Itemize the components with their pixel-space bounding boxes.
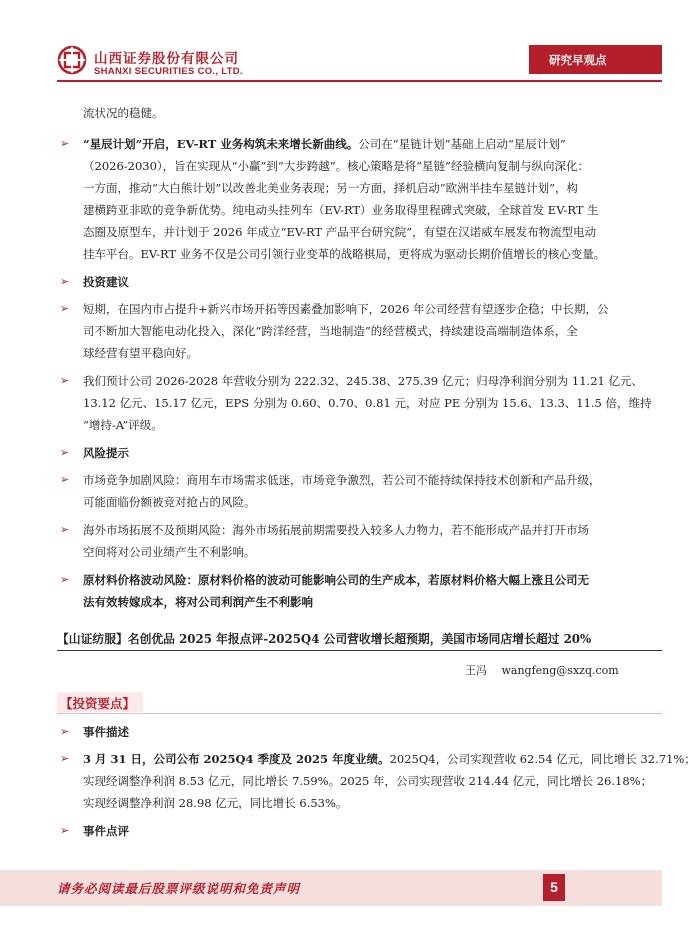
- paragraph-line: 短期，在国内市占提升+新兴市场开拓等因素叠加影响下，2026 年公司经营有望逐步企稳；中长期，公: [83, 302, 609, 316]
- section-title: 【投资要点】: [60, 696, 136, 711]
- paragraph-text: 2025Q4，公司实现营收 62.54 亿元，同比增长 32.71%；: [389, 752, 696, 766]
- paragraph-line: 球经营有望平稳向好。: [83, 346, 198, 360]
- paragraph-line: 挂车平台。EV-RT 业务不仅是公司引领行业变革的战略棋局，更将成为驱动长期价值增长的核心变量。: [83, 247, 606, 261]
- paragraph-line: 建横跨亚非欧的竞争新优势。纯电动头挂列车（EV-RT）业务取得里程碑式突破，全球首发 EV-RT 生: [83, 203, 599, 217]
- bullet-arrow-icon: ➢: [60, 573, 70, 586]
- paragraph-line: 实现经调整净利润 28.98 亿元，同比增长 6.53%。: [83, 796, 348, 810]
- paragraph-line: [83, 751, 696, 767]
- company-name-cn: 山西证券股份有限公司: [94, 51, 239, 67]
- paragraph-line: 司不断加大智能电动化投入，深化“跨洋经营，当地制造”的经营模式，持续建设高端制造体系，全: [83, 324, 578, 338]
- header-tag: 研究早观点: [549, 53, 607, 67]
- bullet-arrow-icon: ➢: [60, 275, 70, 288]
- subsection-heading: 风险提示: [83, 446, 129, 460]
- section-divider: [57, 713, 662, 714]
- bullet-arrow-icon: ➢: [60, 523, 70, 536]
- report-author: 王冯 wangfeng@sxzq.com: [465, 664, 619, 677]
- paragraph-line: 原材料价格波动风险：原材料价格的波动可能影响公司的生产成本，若原材料价格大幅上涨且公司无: [83, 573, 589, 587]
- footer-disclaimer: 请务必阅读最后股票评级说明和免责声明: [57, 881, 301, 896]
- bullet-arrow-icon: ➢: [60, 824, 70, 837]
- bullet-arrow-icon: ➢: [60, 302, 70, 315]
- bullet-arrow-icon: ➢: [60, 725, 70, 738]
- bullet-arrow-icon: ➢: [60, 752, 70, 765]
- subsection-heading: 事件点评: [83, 824, 129, 838]
- paragraph-line: 一方面，推动“大白熊计划”以改善北美业务表现；另一方面，择机启动“欧洲半挂车星链计划”，构: [83, 181, 579, 195]
- subsection-heading: 投资建议: [83, 275, 129, 289]
- paragraph-line: 流状况的稳健。: [83, 106, 164, 120]
- page-header: [0, 0, 662, 92]
- company-name-en: SHANXI SECURITIES CO., LTD.: [94, 66, 243, 77]
- paragraph-line: 市场竞争加剧风险：商用车市场需求低迷，市场竞争激烈，若公司不能持续保持技术创新和产品升级，: [83, 473, 601, 487]
- paragraph-line: （2026-2030），旨在实现从“小赢”到“大步跨越”。核心策略是将“星链”经验横向复制与纵向深化：: [83, 159, 589, 173]
- bullet-arrow-icon: ➢: [60, 446, 70, 459]
- paragraph-line: 态圈及原型车，并计划于 2026 年成立“EV-RT 产品平台研究院”，有望在汉诺威车展发布物流型电动: [83, 225, 597, 239]
- bullet-arrow-icon: ➢: [60, 137, 70, 150]
- paragraph-line: 实现经调整净利润 8.53 亿元，同比增长 7.59%。2025 年，公司实现营收 214.44 亿元，同比增长 26.18%；: [83, 774, 653, 788]
- paragraph-line: 法有效转嫁成本，将对公司利润产生不利影响: [83, 595, 313, 609]
- paragraph-line: 可能面临份额被竞对抢占的风险。: [83, 495, 256, 509]
- paragraph-text: 公司在“星链计划”基础上启动“星辰计划”: [358, 137, 566, 151]
- paragraph-line: 空间将对公司业绩产生不利影响。: [83, 545, 256, 559]
- subsection-heading: 事件描述: [83, 725, 129, 739]
- report-title: 【山证纺服】名创优品 2025 年报点评-2025Q4 公司营收增长超预期，美国市场同店增长超过 20%: [57, 632, 592, 646]
- paragraph-lead: “星辰计划”开启，EV-RT 业务构筑未来增长新曲线。: [83, 137, 359, 151]
- report-title-divider: [57, 650, 662, 651]
- paragraph-line: [83, 136, 566, 152]
- paragraph-line: 我们预计公司 2026-2028 年营收分别为 222.32、245.38、275.39 亿元；归母净利润分别为 11.21 亿元、: [83, 374, 643, 388]
- paragraph-lead: 3 月 31 日，公司公布 2025Q4 季度及 2025 年度业绩。: [83, 752, 390, 766]
- page-number: 5: [550, 879, 558, 895]
- sxzq-logo-icon: [57, 45, 87, 75]
- bullet-arrow-icon: ➢: [60, 473, 70, 486]
- header-divider: [57, 80, 662, 82]
- bullet-arrow-icon: ➢: [60, 374, 70, 387]
- paragraph-line: 海外市场拓展不及预期风险：海外市场拓展前期需要投入较多人力物力，若不能形成产品并打开市场: [83, 523, 589, 537]
- paragraph-line: “增持-A”评级。: [83, 418, 163, 432]
- paragraph-line: 13.12 亿元、15.17 亿元，EPS 分别为 0.60、0.70、0.81 元，对应 PE 分别为 15.6、13.3、11.5 倍，维持: [83, 396, 652, 410]
